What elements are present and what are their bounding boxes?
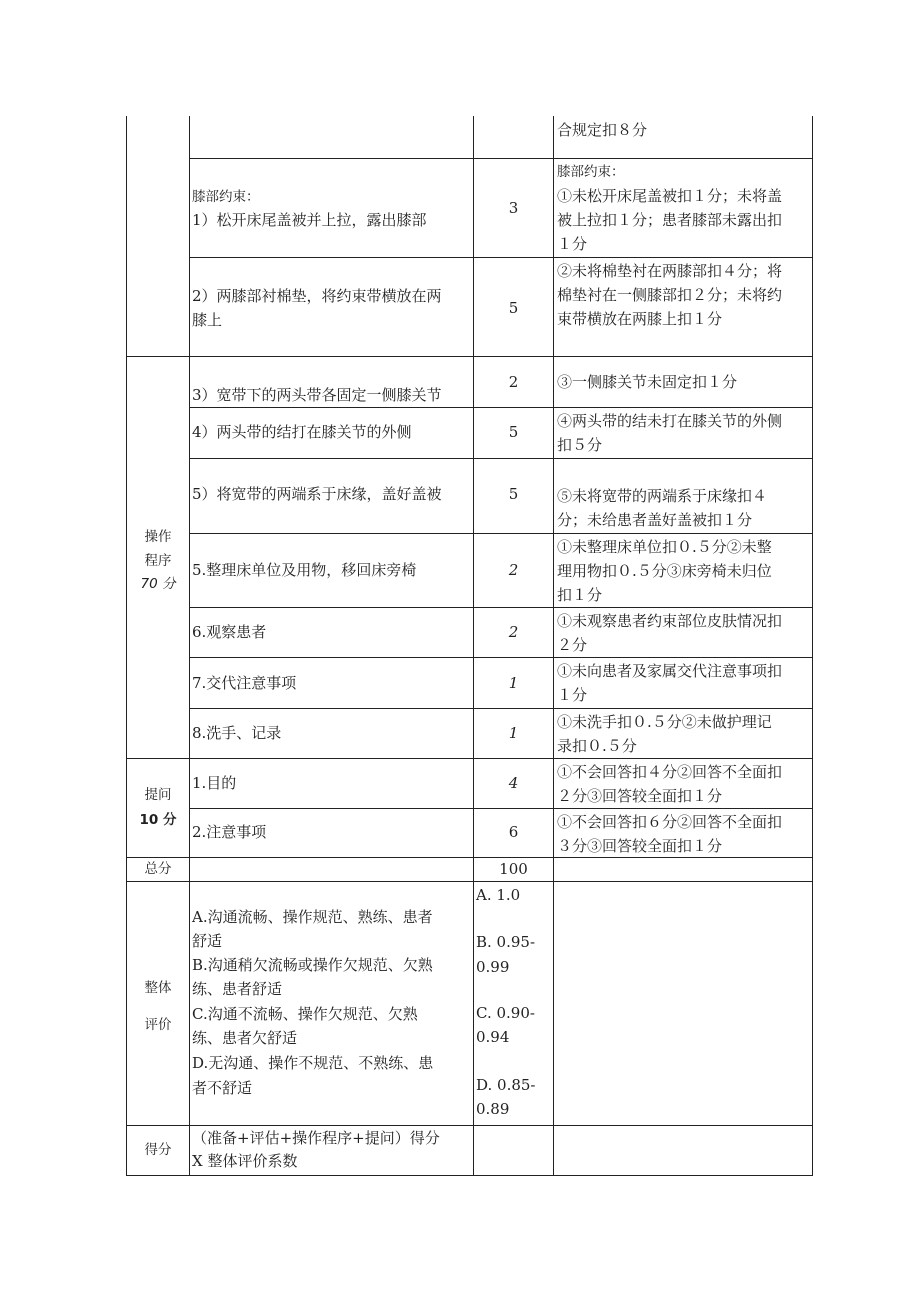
score-cell: 1 — [508, 724, 519, 742]
section-label-procedure: 程序 — [144, 553, 172, 569]
score-cell: 2 — [508, 623, 519, 641]
criteria-line: ①未洗手扣０.５分②未做护理记 — [557, 713, 772, 731]
score-cell: 2 — [508, 561, 519, 579]
score-cell: 5 — [508, 485, 519, 503]
evaluation-coefficient: B. 0.95- — [476, 933, 536, 951]
row-divider — [189, 458, 813, 459]
criteria-line: ①未整理床单位扣０.５分②未整 — [557, 538, 772, 556]
evaluation-label: 整体 — [144, 980, 172, 996]
criteria-line: ①不会回答扣４分②回答不全面扣 — [557, 763, 783, 781]
row-divider — [189, 607, 813, 608]
final-score-formula: （准备+评估+操作程序+提问）得分 — [192, 1129, 440, 1147]
criteria-line: 束带横放在两膝上扣１分 — [557, 310, 723, 328]
criteria-line: 棉垫衬在一侧膝部扣２分；未将约 — [557, 286, 783, 304]
score-cell: 1 — [508, 674, 519, 692]
criteria-line: ①未观察患者约束部位皮肤情况扣 — [557, 612, 783, 630]
criteria-line: ①未向患者及家属交代注意事项扣 — [557, 662, 783, 680]
item-cell: 1）松开床尾盖被并上拉，露出膝部 — [192, 211, 427, 229]
row-divider — [189, 533, 813, 534]
criteria-line: 理用物扣０.５分③床旁椅未归位 — [557, 562, 772, 580]
criteria-line: ３分③回答较全面扣１分 — [557, 837, 723, 855]
evaluation-coefficient: A. 1.0 — [476, 886, 521, 904]
section-label-procedure: 操作 — [144, 529, 172, 545]
item-cell: 6.观察患者 — [192, 623, 267, 641]
evaluation-level-line: 练、患者欠舒适 — [192, 1029, 298, 1047]
evaluation-level-line: D.无沟通、操作不规范、不熟练、患 — [192, 1054, 434, 1072]
item-heading: 膝部约束： — [192, 189, 260, 205]
evaluation-level-line: C.沟通不流畅、操作欠规范、欠熟 — [192, 1005, 418, 1023]
criteria-line: ④两头带的结未打在膝关节的外侧 — [557, 412, 783, 430]
row-divider — [189, 657, 813, 658]
criteria-line: ２分 — [557, 636, 588, 654]
item-cell: 3）宽带下的两头带各固定一侧膝关节 — [192, 386, 442, 404]
table-border-bottom — [126, 1175, 813, 1176]
criteria-line: 录扣０.５分 — [557, 737, 637, 755]
item-cell: 5）将宽带的两端系于床缘，盖好盖被 — [192, 485, 442, 503]
criteria-line: 分；未给患者盖好盖被扣１分 — [557, 511, 753, 529]
score-cell: 4 — [508, 774, 519, 792]
item-cell: 4）两头带的结打在膝关节的外侧 — [192, 423, 412, 441]
section-label-questions: 提问 — [144, 787, 172, 803]
item-cell: 2.注意事项 — [192, 823, 267, 841]
criteria-line: ①未松开床尾盖被扣１分；未将盖 — [557, 187, 783, 205]
evaluation-coefficient: 0.89 — [476, 1100, 510, 1118]
criteria-line: ②未将棉垫衬在两膝部扣４分；将 — [557, 262, 783, 280]
item-cell: 7.交代注意事项 — [192, 674, 297, 692]
score-cell: 2 — [508, 373, 519, 391]
section-points-questions: 10 分 — [139, 812, 177, 828]
score-cell: 6 — [508, 823, 519, 841]
criteria-line: 扣５分 — [557, 436, 603, 454]
criteria-line: ①不会回答扣６分②回答不全面扣 — [557, 813, 783, 831]
evaluation-level-line: A.沟通流畅、操作规范、熟练、患者 — [192, 908, 433, 926]
final-score-formula: X 整体评价系数 — [192, 1152, 298, 1170]
evaluation-label: 评价 — [144, 1017, 172, 1033]
evaluation-coefficient: 0.94 — [476, 1028, 510, 1046]
final-score-label: 得分 — [144, 1142, 172, 1158]
table-border-right — [812, 116, 813, 1176]
evaluation-level-line: 练、患者舒适 — [192, 980, 283, 998]
column-divider-item — [473, 116, 474, 1176]
evaluation-level-line: 者不舒适 — [192, 1079, 253, 1097]
criteria-line: 扣１分 — [557, 586, 603, 604]
evaluation-level-line: 舒适 — [192, 932, 223, 950]
criteria-cell: ③一侧膝关节未固定扣１分 — [557, 373, 738, 391]
evaluation-level-line: B.沟通稍欠流畅或操作欠规范、欠熟 — [192, 956, 433, 974]
item-cell: 5.整理床单位及用物，移回床旁椅 — [192, 561, 417, 579]
row-divider — [126, 881, 813, 882]
evaluation-coefficient: 0.99 — [476, 958, 510, 976]
item-line: 2）两膝部衬棉垫，将约束带横放在两 — [192, 287, 442, 305]
item-line: 膝上 — [192, 311, 223, 329]
evaluation-coefficient: C. 0.90- — [476, 1004, 535, 1022]
criteria-line: ⑤未将宽带的两端系于床缘扣４ — [557, 487, 768, 505]
section-points-procedure: 70 分 — [140, 576, 176, 592]
row-divider — [189, 708, 813, 709]
row-divider — [189, 257, 813, 258]
item-cell: 1.目的 — [192, 774, 237, 792]
row-divider — [126, 758, 813, 759]
column-divider-section — [189, 116, 190, 1176]
row-divider — [189, 158, 813, 159]
total-value: 100 — [499, 860, 528, 878]
score-cell: 3 — [508, 199, 519, 217]
criteria-line: 被上拉扣１分；患者膝部未露出扣 — [557, 211, 783, 229]
criteria-line: １分 — [557, 235, 588, 253]
criteria-heading: 膝部约束： — [557, 164, 625, 180]
score-cell: 5 — [508, 299, 519, 317]
row-divider — [126, 356, 813, 357]
criteria-line: １分 — [557, 686, 588, 704]
score-cell: 5 — [508, 423, 519, 441]
item-cell: 8.洗手、记录 — [192, 724, 282, 742]
criteria-line: ２分③回答较全面扣１分 — [557, 787, 723, 805]
total-label: 总分 — [144, 861, 172, 877]
evaluation-coefficient: D. 0.85- — [476, 1076, 536, 1094]
criteria-cell: 合规定扣８分 — [557, 121, 648, 139]
column-divider-score — [553, 116, 554, 1176]
